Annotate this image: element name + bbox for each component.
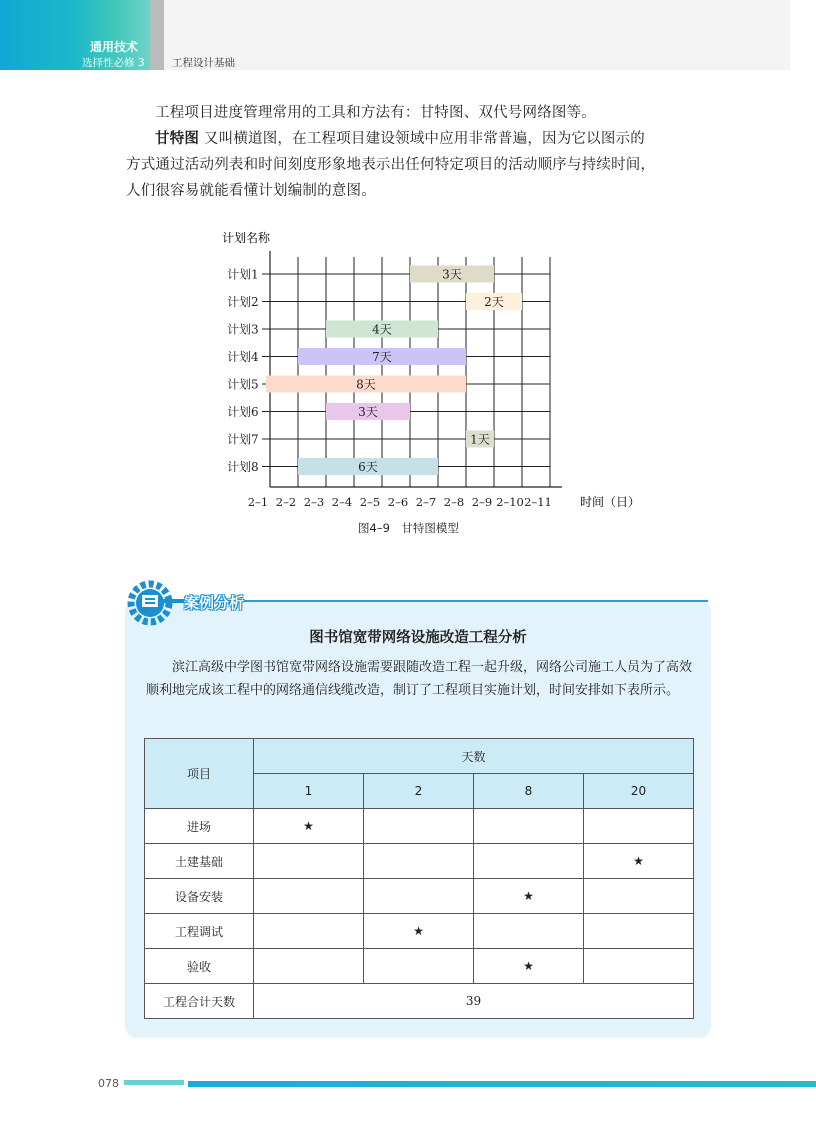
case-label: 案例分析 bbox=[184, 594, 245, 612]
tick-label: 2–7 bbox=[415, 495, 437, 509]
empty-cell bbox=[254, 914, 364, 949]
header-days: 天数 bbox=[254, 739, 694, 774]
volume-label: 选择性必修 3 bbox=[82, 57, 145, 69]
row-name: 土建基础 bbox=[145, 844, 254, 879]
case-text: 滨江高级中学图书馆宽带网络设施需要跟随改造工程一起升级，网络公司施工人员为了高效顺利地完成该工程中的网络通信线缆改造，制订了工程项目实施计划，时间安排如下表所示。 bbox=[146, 660, 693, 698]
header-item: 项目 bbox=[145, 739, 254, 809]
tick-label: 2–5 bbox=[359, 495, 381, 509]
row-name: 进场 bbox=[145, 809, 254, 844]
tick-label: 2–9 bbox=[471, 495, 493, 509]
table-row bbox=[145, 879, 694, 914]
figure-caption: 图4–9 甘特图模型 bbox=[358, 521, 459, 535]
chapter-title: 工程设计基础 bbox=[172, 57, 235, 69]
empty-cell bbox=[474, 914, 584, 949]
case-header-line bbox=[188, 600, 708, 602]
empty-cell bbox=[584, 914, 694, 949]
task-name: 计划1 bbox=[227, 267, 259, 282]
case-description bbox=[146, 656, 694, 702]
y-axis-label: 计划名称 bbox=[222, 231, 271, 245]
day-header: 20 bbox=[584, 774, 694, 809]
empty-cell bbox=[364, 949, 474, 984]
definition-line-3: 人们很容易就能看懂计划编制的意图。 bbox=[126, 183, 376, 199]
tick-label: 2–11 bbox=[524, 495, 552, 509]
bar-label: 6天 bbox=[358, 460, 378, 474]
bar-label: 3天 bbox=[442, 267, 462, 282]
task-name: 计划3 bbox=[227, 322, 259, 337]
empty-cell bbox=[474, 809, 584, 844]
tick-label: 2–6 bbox=[387, 495, 409, 509]
row-name: 验收 bbox=[145, 949, 254, 984]
star-mark: ★ bbox=[474, 879, 584, 914]
empty-cell bbox=[584, 809, 694, 844]
bar-label: 3天 bbox=[358, 405, 378, 419]
bar-label: 7天 bbox=[372, 350, 392, 364]
table-row bbox=[145, 949, 694, 984]
star-mark: ★ bbox=[584, 844, 694, 879]
task-name: 计划6 bbox=[227, 405, 259, 419]
task-name: 计划5 bbox=[227, 377, 259, 392]
table-row bbox=[145, 844, 694, 879]
bar-label: 8天 bbox=[356, 377, 376, 392]
empty-cell bbox=[254, 949, 364, 984]
task-name: 计划7 bbox=[227, 432, 259, 447]
gantt-chart bbox=[0, 0, 816, 560]
table-row bbox=[145, 809, 694, 844]
empty-cell bbox=[254, 879, 364, 914]
row-name: 设备安装 bbox=[145, 879, 254, 914]
bar-label: 2天 bbox=[484, 295, 504, 309]
footer-bar-long bbox=[188, 1081, 816, 1087]
star-mark: ★ bbox=[254, 809, 364, 844]
star-mark: ★ bbox=[364, 914, 474, 949]
tick-label: 2–8 bbox=[443, 495, 465, 509]
table-row bbox=[145, 914, 694, 949]
footer-bar-short bbox=[124, 1080, 184, 1085]
x-axis-label: 时间（日） bbox=[580, 495, 641, 509]
task-name: 计划2 bbox=[227, 295, 259, 309]
intro-paragraph: 工程项目进度管理常用的工具和方法有：甘特图、双代号网络图等。 bbox=[155, 105, 596, 121]
bar-label: 4天 bbox=[372, 322, 392, 337]
empty-cell bbox=[364, 809, 474, 844]
case-title: 图书馆宽带网络设施改造工程分析 bbox=[309, 630, 527, 646]
task-name: 计划4 bbox=[227, 350, 259, 364]
tick-label: 2–3 bbox=[303, 495, 325, 509]
term-gantt: 甘特图 bbox=[155, 131, 200, 147]
row-name: 工程调试 bbox=[145, 914, 254, 949]
tick-label: 2–1 bbox=[247, 495, 269, 509]
definition-text: 又叫横道图，在工程项目建设领域中应用非常普遍，因为它以图示的 bbox=[203, 131, 645, 147]
tick-label: 2–4 bbox=[331, 495, 353, 509]
day-header: 1 bbox=[254, 774, 364, 809]
total-value: 39 bbox=[254, 984, 694, 1019]
empty-cell bbox=[364, 844, 474, 879]
schedule-table bbox=[144, 738, 694, 1019]
star-mark: ★ bbox=[474, 949, 584, 984]
empty-cell bbox=[474, 844, 584, 879]
gantt-grid bbox=[262, 251, 562, 487]
empty-cell bbox=[584, 879, 694, 914]
bar-label: 1天 bbox=[470, 432, 490, 447]
day-header: 8 bbox=[474, 774, 584, 809]
task-name: 计划8 bbox=[227, 460, 259, 474]
tick-label: 2–2 bbox=[275, 495, 297, 509]
book-title: 通用技术 bbox=[90, 40, 139, 54]
empty-cell bbox=[254, 844, 364, 879]
empty-cell bbox=[584, 949, 694, 984]
day-header: 2 bbox=[364, 774, 474, 809]
total-label: 工程合计天数 bbox=[145, 984, 254, 1019]
empty-cell bbox=[364, 879, 474, 914]
tick-label: 2–10 bbox=[496, 495, 524, 509]
definition-line-2: 方式通过活动列表和时间刻度形象地表示出任何特定项目的活动顺序与持续时间， bbox=[126, 157, 656, 173]
page-number: 078 bbox=[98, 1077, 119, 1090]
